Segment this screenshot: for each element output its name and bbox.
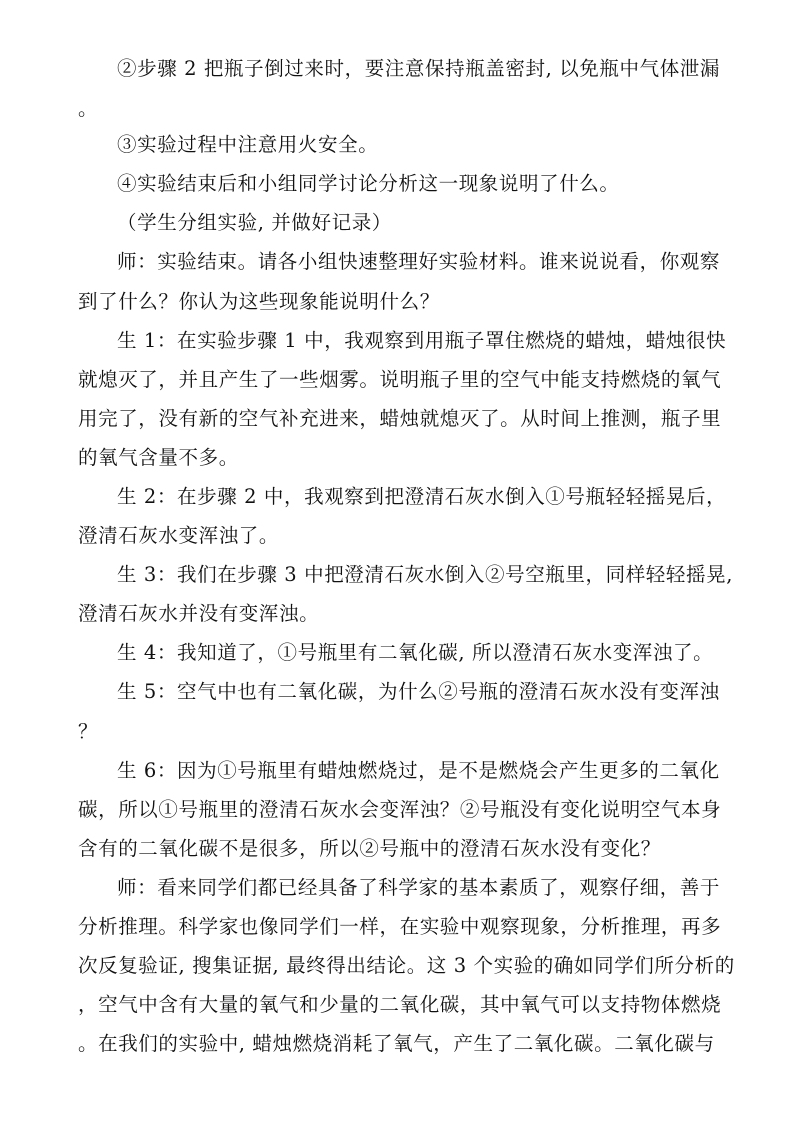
text-line-20: 碳，所以①号瓶里的澄清石灰水会变浑浊？②号瓶没有变化说明空气本身 — [78, 798, 722, 821]
text-line-23: 分析推理。科学家也像同学们一样，在实验中观察现象，分析推理，再多 — [78, 915, 722, 938]
text-line-16: 生 4：我知道了，①号瓶里有二氧化碳, 所以澄清石灰水变浑浊了。 — [117, 641, 714, 664]
text-line-13: 澄清石灰水变浑浊了。 — [78, 524, 280, 547]
text-line-19: 生 6：因为①号瓶里有蜡烛燃烧过，是不是燃烧会产生更多的二氧化 — [117, 759, 720, 782]
text-line-12: 生 2：在步骤 2 中，我观察到把澄清石灰水倒入①号瓶轻轻摇晃后， — [117, 485, 727, 508]
text-line-10: 用完了，没有新的空气补充进来，蜡烛就熄灭了。从时间上推测，瓶子里 — [78, 407, 722, 430]
text-line-22: 师：看来同学们都已经具备了科学家的基本素质了，观察仔细，善于 — [117, 876, 721, 899]
text-line-21: 含有的二氧化碳不是很多，所以②号瓶中的澄清石灰水没有变化？ — [78, 837, 661, 860]
text-line-24: 次反复验证, 搜集证据, 最终得出结论。这 3 个实验的确如同学们所分析的 — [78, 954, 735, 977]
text-line-7: 到了什么？你认为这些现象能说明什么？ — [78, 290, 440, 313]
text-line-18: ？ — [78, 720, 99, 743]
text-line-25: ，空气中含有大量的氧气和少量的二氧化碳，其中氧气可以支持物体燃烧 — [78, 993, 722, 1016]
text-line-11: 的氧气含量不多。 — [78, 446, 239, 469]
text-line-17: 生 5：空气中也有二氧化碳，为什么②号瓶的澄清石灰水没有变浑浊 — [117, 680, 720, 703]
text-line-4: ④实验结束后和小组同学讨论分析这一现象说明了什么。 — [117, 172, 620, 195]
text-line-14: 生 3：我们在步骤 3 中把澄清石灰水倒入②号空瓶里，同样轻轻摇晃, — [117, 563, 734, 586]
text-line-2: 。 — [78, 97, 99, 120]
text-line-6: 师：实验结束。请各小组快速整理好实验材料。谁来说说看，你观察 — [117, 250, 721, 273]
text-line-8: 生 1：在实验步骤 1 中，我观察到用瓶子罩住燃烧的蜡烛，蜡烛很快 — [117, 329, 727, 352]
text-line-5: （学生分组实验, 并做好记录） — [117, 211, 392, 234]
text-line-9: 就熄灭了，并且产生了一些烟雾。说明瓶子里的空气中能支持燃烧的氧气 — [78, 368, 722, 391]
text-line-1: ②步骤 2 把瓶子倒过来时，要注意保持瓶盖密封, 以免瓶中气体泄漏 — [117, 57, 721, 80]
text-line-3: ③实验过程中注意用火安全。 — [117, 133, 379, 156]
text-line-15: 澄清石灰水并没有变浑浊。 — [78, 602, 320, 625]
text-line-26: 。在我们的实验中, 蜡烛燃烧消耗了氧气，产生了二氧化碳。二氧化碳与 — [78, 1032, 715, 1055]
